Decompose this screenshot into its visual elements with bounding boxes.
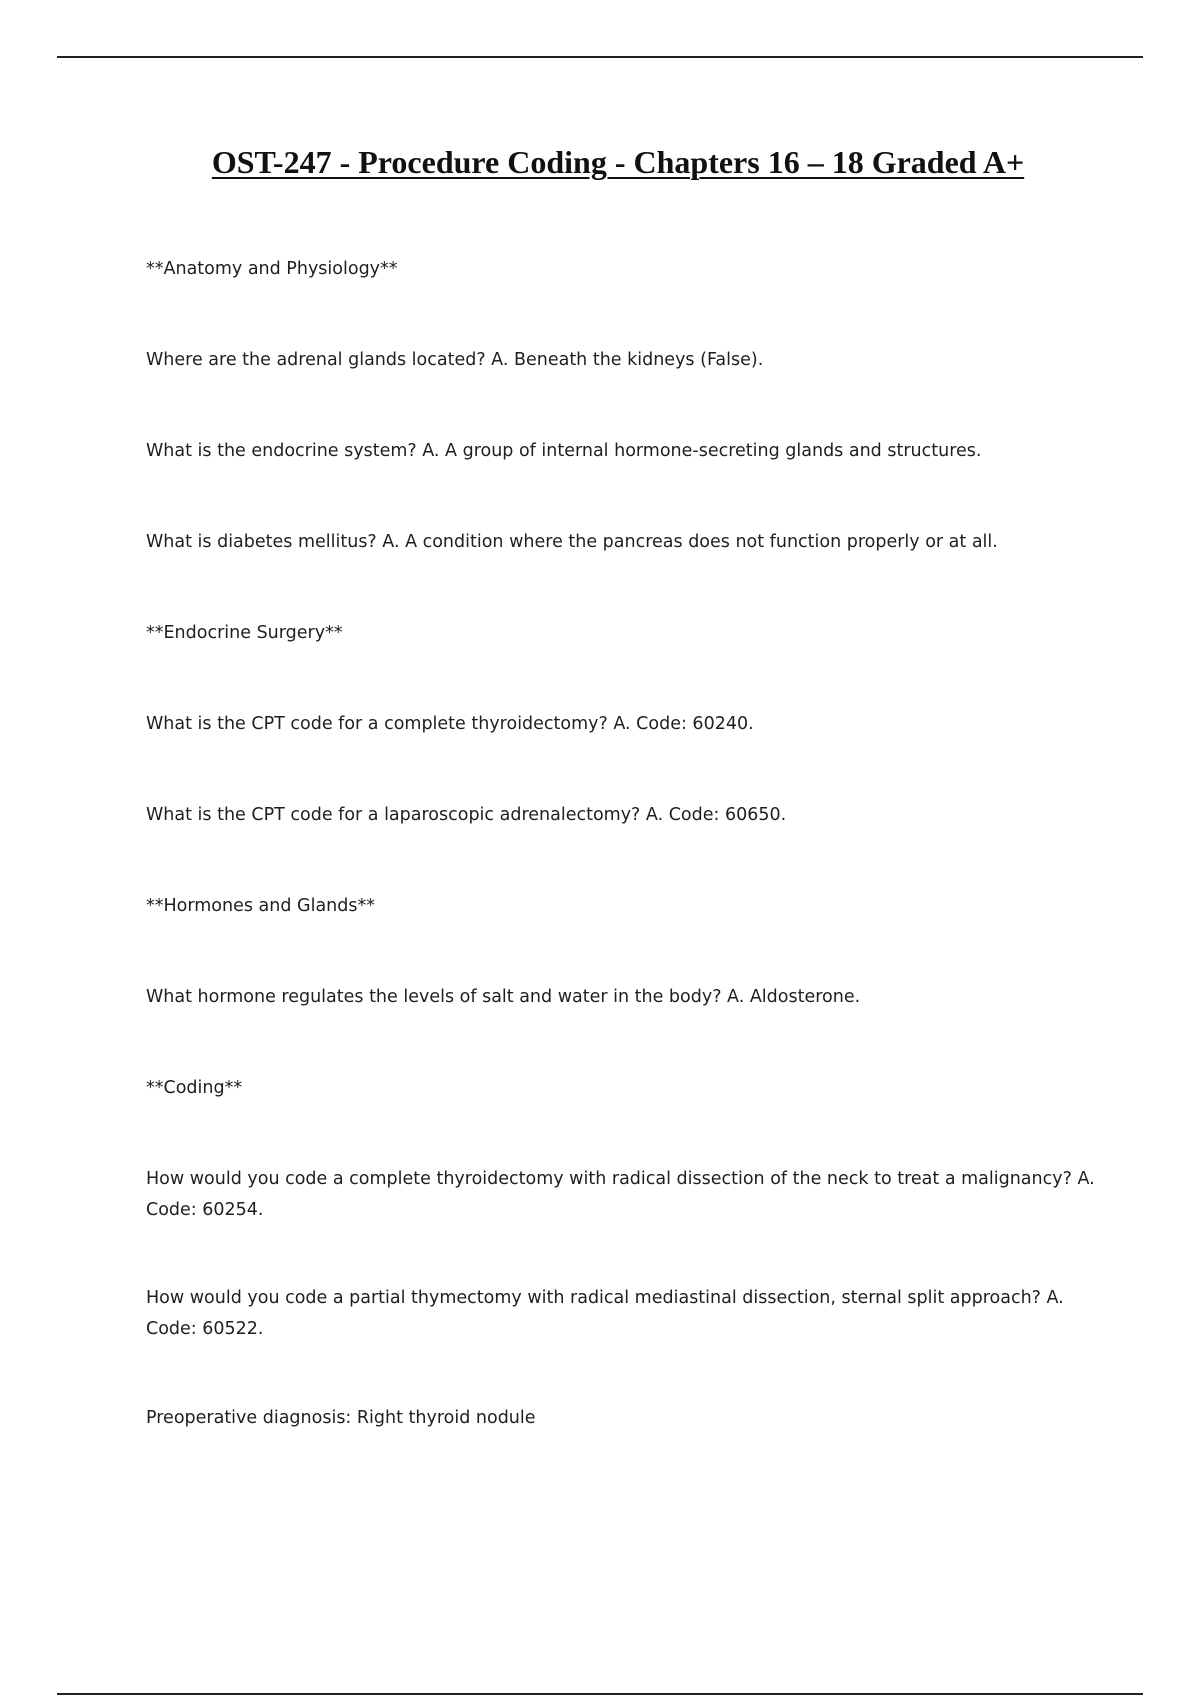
section-heading-anatomy: **Anatomy and Physiology**	[146, 259, 398, 279]
qa-item-radical-thyroidectomy-code: How would you code a complete thyroidectomy with radical dissection of the neck to treat a malignancy? A. Code: 60254.	[146, 1169, 1095, 1220]
qa-item-endocrine-system: What is the endocrine system? A. A group of internal hormone-secreting glands and structures.	[146, 441, 982, 461]
page-title	[0, 142, 1200, 182]
qa-item-adrenalectomy-code: What is the CPT code for a laparoscopic adrenalectomy? A. Code: 60650.	[146, 805, 787, 825]
section-heading-coding: **Coding**	[146, 1078, 243, 1098]
top-rule	[57, 56, 1143, 58]
qa-item-diabetes-mellitus: What is diabetes mellitus? A. A condition where the pancreas does not function properly or at all.	[146, 532, 998, 552]
page-title-text: OST-247 - Procedure Coding - Chapters 16 – 18 Graded A+	[211, 144, 1025, 180]
qa-item-thyroidectomy-code: What is the CPT code for a complete thyroidectomy? A. Code: 60240.	[146, 714, 754, 734]
qa-item-adrenal-glands: Where are the adrenal glands located? A. Beneath the kidneys (False).	[146, 350, 764, 370]
qa-item-aldosterone: What hormone regulates the levels of salt and water in the body? A. Aldosterone.	[146, 987, 861, 1007]
section-heading-hormones: **Hormones and Glands**	[146, 896, 375, 916]
bottom-rule	[57, 1693, 1143, 1695]
preoperative-diagnosis: Preoperative diagnosis: Right thyroid nodule	[146, 1408, 536, 1428]
qa-item-partial-thymectomy-code: How would you code a partial thymectomy with radical mediastinal dissection, sternal split approach? A. Code: 60522.	[146, 1288, 1064, 1339]
section-heading-endocrine-surgery: **Endocrine Surgery**	[146, 623, 343, 643]
